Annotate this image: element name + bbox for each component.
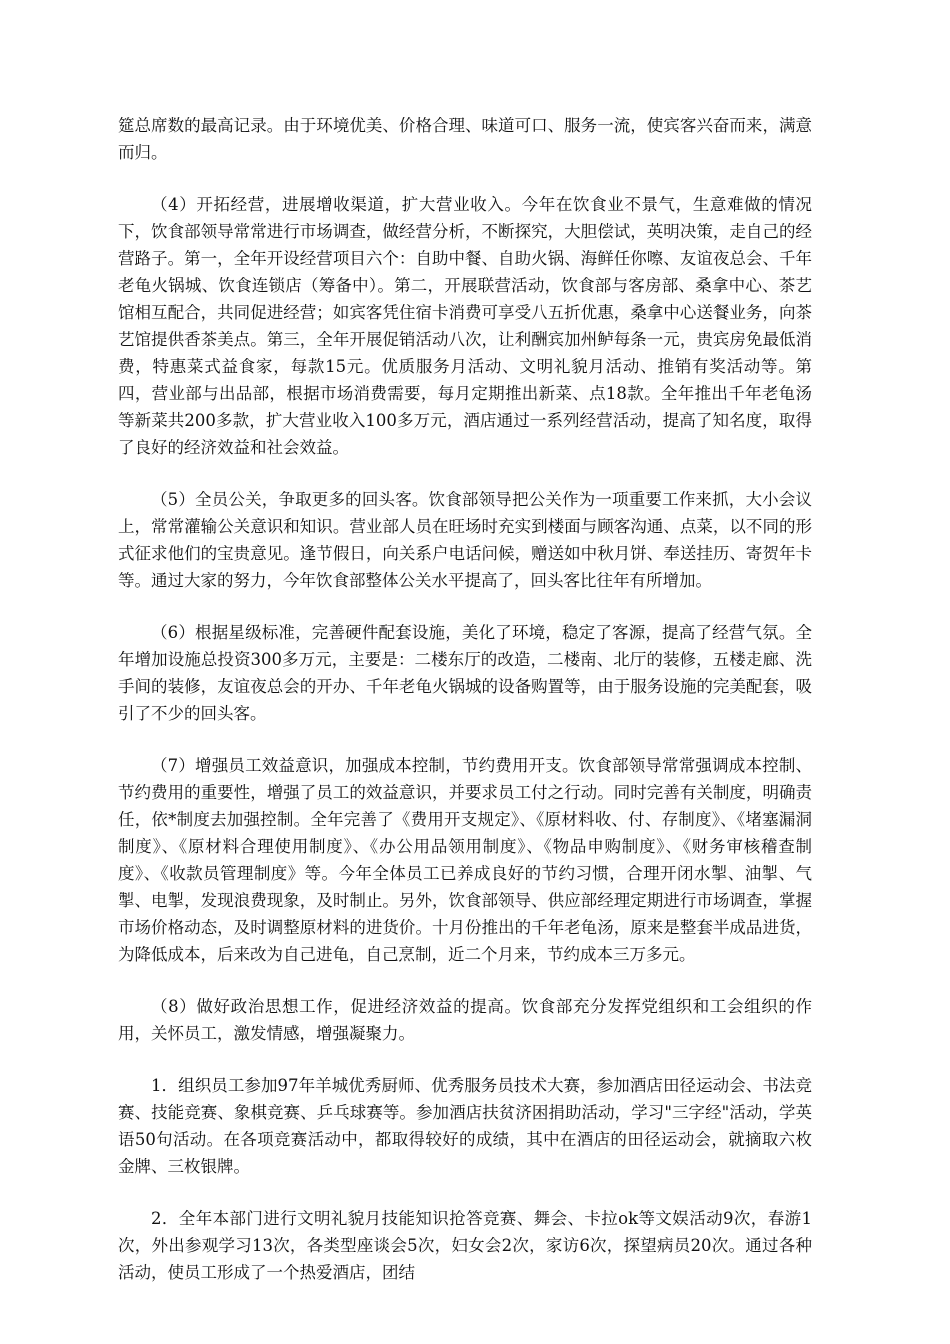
document-page [118, 112, 812, 1311]
paragraph-item-6: （6）根据星级标准，完善硬件配套设施，美化了环境，稳定了客源，提高了经营气氛。全年增加设施总投资300多万元，主要是：二楼东厅的改造，二楼南、北厅的装修，五楼走廊、洗手间的装修，友谊夜总会的开办、千年老龟火锅城的设备购置等，由于服务设施的完美配套，吸引了不少的回头客。 [118, 623, 812, 723]
paragraph-item-7: （7）增强员工效益意识，加强成本控制，节约费用开支。饮食部领导常常强调成本控制、节约费用的重要性，增强了员工的效益意识，并要求员工付之行动。同时完善有关制度，明确责任，依*制度去加强控制。全年完善了《费用开支规定》、《原材料收、付、存制度》、《堵塞漏洞制度》、《原材料合理使用制度》、《办公用品领用制度》、《物品申购制度》、《财务审核稽查制度》、《收款员管理制度》等。今年全体员工已养成良好的节约习惯，合理开闭水掣、油掣、气掣、电掣，发现浪费现象，及时制止。另外，饮食部领导、供应部经理定期进行市场调查，掌握市场价格动态，及时调整原材料的进货价。十月份推出的千年老龟汤，原来是整套半成品进货，为降低成本，后来改为自己进龟，自己烹制，近二个月来，节约成本三万多元。 [118, 756, 812, 964]
paragraph-sub-2: 2．全年本部门进行文明礼貌月技能知识抢答竞赛、舞会、卡拉ok等文娱活动9次，春游1次，外出参观学习13次，各类型座谈会5次，妇女会2次，家访6次，探望病员20次。通过各种活动，使员工形成了一个热爱酒店，团结 [118, 1209, 812, 1282]
paragraph-item-5: （5）全员公关，争取更多的回头客。饮食部领导把公关作为一项重要工作来抓，大小会议上，常常灌输公关意识和知识。营业部人员在旺场时充实到楼面与顾客沟通、点菜，以不同的形式征求他们的宝贵意见。逢节假日，向关系户电话问候，赠送如中秋月饼、奉送挂历、寄贺年卡等。通过大家的努力，今年饮食部整体公关水平提高了，回头客比往年有所增加。 [118, 490, 812, 590]
paragraph-sub-1: 1．组织员工参加97年羊城优秀厨师、优秀服务员技术大赛，参加酒店田径运动会、书法竞赛、技能竞赛、象棋竞赛、乒乓球赛等。参加酒店扶贫济困捐助活动，学习"三字经"活动，学英语50句活动。在各项竞赛活动中，都取得较好的成绩，其中在酒店的田径运动会，就摘取六枚金牌、三枚银牌。 [118, 1076, 812, 1176]
paragraph-item-8: （8）做好政治思想工作，促进经济效益的提高。饮食部充分发挥党组织和工会组织的作用，关怀员工，激发情感，增强凝聚力。 [118, 997, 812, 1043]
paragraph-item-4: （4）开拓经营，进展增收渠道，扩大营业收入。今年在饮食业不景气，生意难做的情况下，饮食部领导常常进行市场调查，做经营分析，不断探究，大胆偿试，英明决策，走自己的经营路子。第一，全年开设经营项目六个：自助中餐、自助火锅、海鲜任你嚓、友谊夜总会、千年老龟火锅城、饮食连锁店（筹备中）。第二，开展联营活动，饮食部与客房部、桑拿中心、茶艺馆相互配合，共同促进经营；如宾客凭住宿卡消费可享受八五折优惠，桑拿中心送餐业务，向茶艺馆提供香茶美点。第三，全年开展促销活动八次，让利酬宾加州鲈每条一元，贵宾房免最低消费，特惠菜式益食家，每款15元。优质服务月活动、文明礼貌月活动、推销有奖活动等。第四，营业部与出品部，根据市场消费需要，每月定期推出新菜、点18款。全年推出千年老龟汤等新菜共200多款，扩大营业收入100多万元，酒店通过一系列经营活动，提高了知名度，取得了良好的经济效益和社会效益。 [118, 195, 812, 457]
paragraph-continuation: 筵总席数的最高记录。由于环境优美、价格合理、味道可口、服务一流，使宾客兴奋而来，满意而归。 [118, 116, 812, 162]
